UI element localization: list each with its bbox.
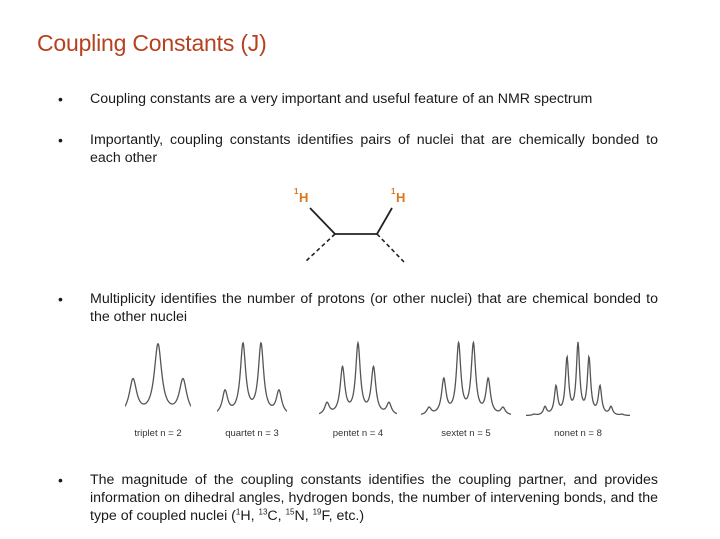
multiplet-pentet <box>310 340 406 448</box>
bullet-marker: • <box>58 472 63 488</box>
nucleus-h: $^1$H, <box>235 507 259 524</box>
bullet-text: Importantly, coupling constants identifies pairs of nuclei that are chemically bonded to each other <box>90 132 658 166</box>
multiplet-spectra <box>110 340 630 450</box>
bullet-magnitude <box>58 471 658 525</box>
multiplet-quartet-label: quartet n = 3 <box>225 428 279 439</box>
multiplet-sextet <box>418 340 514 448</box>
bullet-multiplicity <box>58 290 658 326</box>
multiplet-quartet-peaks <box>217 343 287 412</box>
multiplet-nonet-trace <box>526 340 630 420</box>
bullet-text-suffix: , etc.) <box>328 508 365 524</box>
right-h-mass: 1 <box>391 187 396 196</box>
bond-right-h <box>377 208 392 234</box>
multiplet-pentet-label: pentet n = 4 <box>332 428 384 439</box>
bullet-text: Multiplicity identifies the number of protons (or other nuclei) that are chemical bonded to the other nuclei <box>90 291 658 325</box>
multiplet-triplet-label: triplet n = 2 <box>134 428 182 439</box>
multiplet-nonet-label: nonet n = 8 <box>554 428 602 439</box>
bullet-marker: • <box>58 132 63 148</box>
ethane-coupling-diagram <box>280 180 430 270</box>
right-h-symbol: H <box>396 190 406 205</box>
multiplet-quartet <box>204 340 300 448</box>
left-h-mass: 1 <box>294 187 299 196</box>
multiplet-quartet-trace <box>217 340 287 420</box>
bullet-nuclei-pairs <box>58 131 658 167</box>
multiplet-sextet-label: sextet n = 5 <box>441 428 491 439</box>
multiplet-sextet-peaks <box>421 343 511 415</box>
multiplet-nonet <box>530 340 626 448</box>
bullet-marker: • <box>58 91 63 107</box>
multiplet-sextet-trace <box>421 340 511 420</box>
multiplet-triplet-peaks <box>125 344 191 409</box>
bullet-text: Coupling constants are a very important and useful feature of an NMR spectrum <box>90 91 593 107</box>
bond-left-h <box>310 208 335 234</box>
nucleus-c: $^{13}$C, <box>258 507 286 524</box>
left-h-symbol: H <box>299 190 309 205</box>
bond-right-dashed <box>377 234 404 262</box>
slide-title: Coupling Constants (J) <box>37 30 267 56</box>
multiplet-nonet-peaks <box>526 342 630 416</box>
multiplet-triplet-trace <box>125 340 191 420</box>
nucleus-n: $^{15}$N, <box>285 507 313 524</box>
bullet-marker: • <box>58 291 63 307</box>
nucleus-f: $^{19}$F <box>312 507 329 524</box>
bullet-coupling-importance <box>58 90 658 108</box>
multiplet-pentet-trace <box>319 340 397 420</box>
multiplet-pentet-peaks <box>319 343 397 414</box>
multiplet-triplet <box>110 340 206 448</box>
bond-left-dashed <box>305 234 335 262</box>
bullet-text <box>90 471 658 525</box>
bullet-text-prefix: The magnitude of the coupling constants identifies the coupling partner, and provides information on dihedral angles, hydrogen bonds, the number of intervening bonds, and the type of coupled nuclei ( <box>90 472 658 524</box>
